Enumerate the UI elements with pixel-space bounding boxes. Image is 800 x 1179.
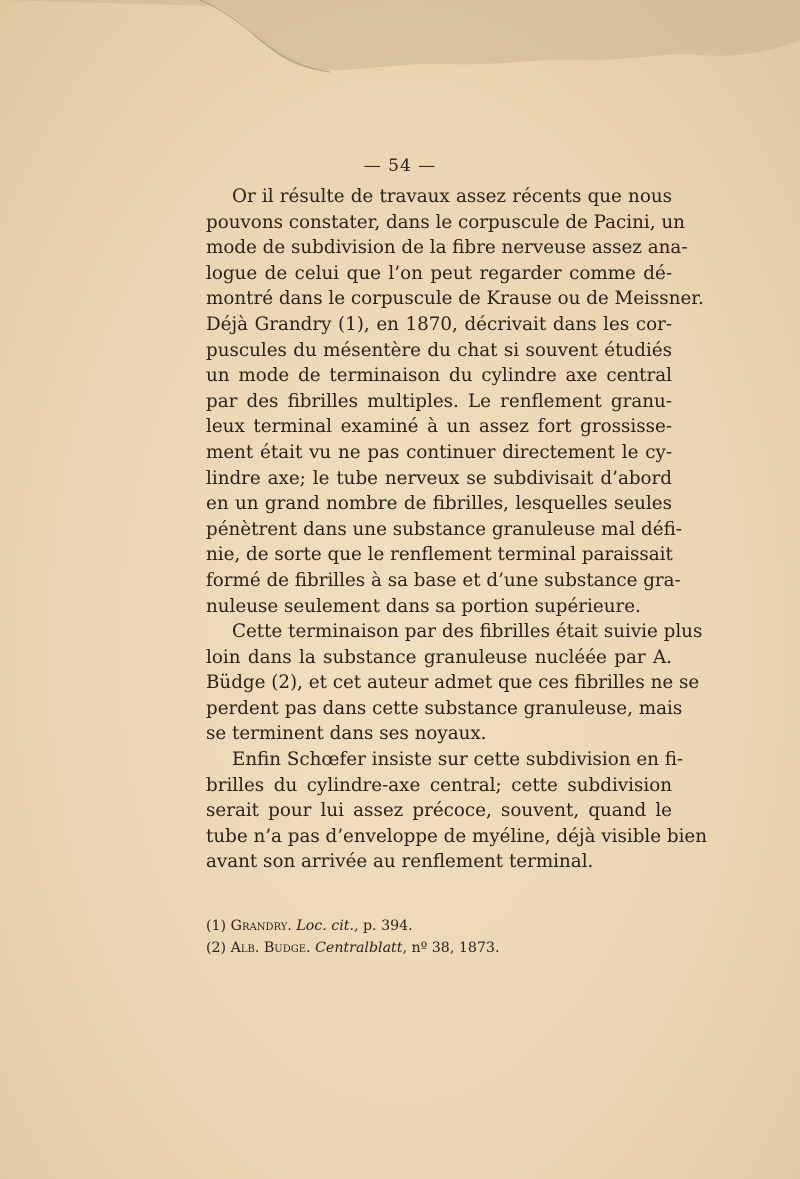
text-line: avant son arrivée au renflement terminal. [206, 851, 594, 873]
text-line: pénètrent dans une substance granuleuse mal défi- [206, 518, 682, 540]
footnote [206, 937, 672, 959]
text-line: un mode de terminaison du cylindre axe central [206, 365, 672, 387]
body-text [206, 184, 708, 875]
footnote-author: Grandry. [230, 918, 292, 934]
text-line: logue de celui que l’on peut regarder comme dé- [206, 262, 672, 284]
text-line: par des fibrilles multiples. Le renflement granu- [206, 390, 672, 412]
footnote-reference: Loc. cit. [296, 918, 354, 934]
text-line: perdent pas dans cette substance granuleuse, mais [206, 697, 683, 719]
text-line: loin dans la substance granuleuse nucléée par A. [206, 646, 672, 668]
footnote-author: Alb. Budge. [230, 940, 311, 956]
torn-page-edge [0, 0, 800, 120]
footnotes [206, 915, 672, 959]
text-line: Büdge (2), et cet auteur admet que ces fibrilles ne se [206, 672, 700, 694]
paragraph [206, 184, 704, 619]
text-line: brilles du cylindre-axe central; cette subdivision [206, 774, 672, 796]
text-line: leux terminal examiné à un assez fort grossisse- [206, 416, 672, 438]
footnote-number: (1) [206, 918, 227, 934]
text-line: pouvons constater, dans le corpuscule de Pacini, un [206, 211, 685, 233]
text-line: Or il résulte de travaux assez récents que nous [232, 186, 672, 207]
text-line: montré dans le corpuscule de Krause ou de Meissner. [206, 288, 704, 310]
text-line: tube n’a pas d’enveloppe de myéline, déjà visible bien [206, 825, 708, 847]
text-line: puscules du mésentère du chat si souvent étudiés [206, 339, 672, 361]
text-line: en un grand nombre de fibrilles, lesquelles seules [206, 493, 672, 515]
text-line: ment était vu ne pas continuer directement le cy- [206, 441, 672, 463]
footnote-details: , nº 38, 1873. [402, 940, 500, 956]
footnote-reference: Centralblatt [315, 940, 403, 956]
paragraph [206, 619, 703, 747]
footnote [206, 915, 672, 937]
text-line: lindre axe; le tube nerveux se subdivisait d’abord [206, 467, 672, 489]
footnote-number: (2) [206, 940, 227, 956]
text-line: se terminent dans ses noyaux. [206, 723, 487, 745]
paragraph [206, 747, 708, 875]
text-line: Enfin Schœfer insiste sur cette subdivision en fi- [232, 749, 684, 771]
footnote-details: , p. 394. [353, 918, 413, 934]
text-line: Déjà Grandry (1), en 1870, décrivait dans les cor- [206, 313, 672, 335]
text-line: nuleuse seulement dans sa portion supérieure. [206, 595, 641, 617]
text-line: nie, de sorte que le renflement terminal paraissait [206, 544, 673, 566]
text-line: formé de fibrilles à sa base et d’une substance gra- [206, 569, 681, 591]
text-line: serait pour lui assez précoce, souvent, quand le [206, 800, 672, 822]
page-number: — 54 — [363, 156, 437, 176]
text-line: mode de subdivision de la fibre nerveuse assez ana- [206, 237, 688, 259]
text-line: Cette terminaison par des fibrilles était suivie plus [232, 621, 703, 643]
